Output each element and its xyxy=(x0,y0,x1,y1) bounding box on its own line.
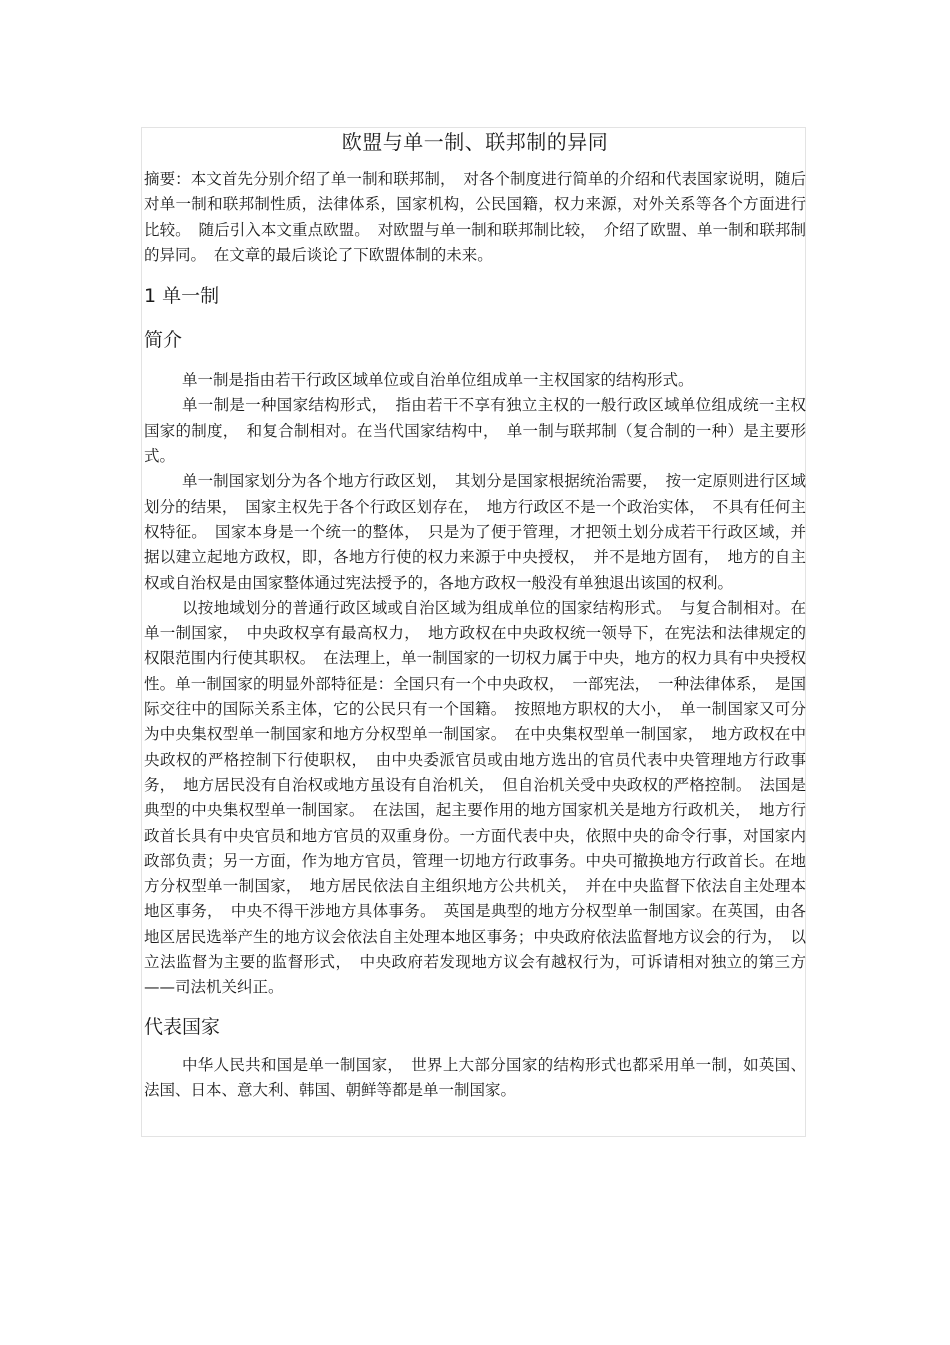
subheading-introduction: 简介 xyxy=(144,329,183,352)
body-paragraph: 单一制是一种国家结构形式， 指由若干不享有独立主权的一般行政区域单位组成统一主权国家的制度， 和复合制相对。在当代国家结构中， 单一制与联邦制（复合制的一种）是主要形式。 xyxy=(144,396,806,466)
abstract-paragraph: 摘要：本文首先分别介绍了单一制和联邦制， 对各个制度进行简单的介绍和代表国家说明，随后对单一制和联邦制性质，法律体系，国家机构，公民国籍，权力来源，对外关系等各个方面进行比较。 随后引入本文重点欧盟。 对欧盟与单一制和联邦制比较， 介绍了欧盟、单一制和联邦制的异同。 在文章的最后谈论了下欧盟体制的未来。 xyxy=(144,170,806,264)
section-heading-unitary-system: 1 单一制 xyxy=(144,285,220,308)
body-paragraph: 单一制是指由若干行政区域单位或自治单位组成单一主权国家的结构形式。 xyxy=(181,371,694,390)
representative-body xyxy=(144,1053,806,1104)
body-paragraph: 以按地域划分的普通行政区域或自治区域为组成单位的国家结构形式。 与复合制相对。在单一制国家， 中央政权享有最高权力， 地方政权在中央政权统一领导下，在宪法和法律规定的权限范围内行使其职权。 在法理上，单一制国家的一切权力属于中央，地方的权力具有中央授权性。单一制国家的明显外部特征是：全国只有一个中央政权， 一部宪法， 一种法律体系， 是国际交往中的国际关系主体，它的公民只有一个国籍。 按照地方职权的大小， 单一制国家又可分为中央集权型单一制国家和地方分权型单一制国家。 在中央集权型单一制国家， 地方政权在中央政权的严格控制下行使职权， 由中央委派官员或由地方选出的官员代表中央管理地方行政事务， 地方居民没有自治权或地方虽设有自治机关， 但自治机关受中央政权的严格控制。 法国是典型的中央集权型单一制国家。 在法国，起主要作用的地方国家机关是地方行政机关， 地方行政首长具有中央官员和地方官员的双重身份。一方面代表中央，依照中央的命令行事，对国家内政部负责；另一方面，作为地方官员，管理一切地方行政事务。中央可撤换地方行政首长。在地方分权型单一制国家， 地方居民依法自主组织地方公共机关， 并在中央监督下依法自主处理本地区事务， 中央不得干涉地方具体事务。 英国是典型的地方分权型单一制国家。在英国，由各地区居民选举产生的地方议会依法自主处理本地区事务；中央政府依法监督地方议会的行为， 以立法监督为主要的监督形式， 中央政府若发现地方议会有越权行为，可诉请相对独立的第三方——司法机关纠正。 xyxy=(144,598,806,997)
document-title: 欧盟与单一制、联邦制的异同 xyxy=(341,130,609,154)
body-paragraph: 中华人民共和国是单一制国家， 世界上大部分国家的结构形式也都采用单一制，如英国、法国、日本、意大利、韩国、朝鲜等都是单一制国家。 xyxy=(144,1055,806,1099)
introduction-body xyxy=(144,368,806,1000)
document-body xyxy=(144,125,806,1103)
body-paragraph: 单一制国家划分为各个地方行政区划， 其划分是国家根据统治需要， 按一定原则进行区域划分的结果， 国家主权先于各个行政区划存在， 地方行政区不是一个政治实体， 不具有任何主权特征。 国家本身是一个统一的整体， 只是为了便于管理，才把领土划分成若干行政区域，并据以建立起地方政权，即，各地方行使的权力来源于中央授权， 并不是地方固有， 地方的自主权或自治权是由国家整体通过宪法授予的，各地方政权一般没有单独退出该国的权利。 xyxy=(144,472,806,592)
subheading-representative-countries: 代表国家 xyxy=(144,1015,221,1038)
